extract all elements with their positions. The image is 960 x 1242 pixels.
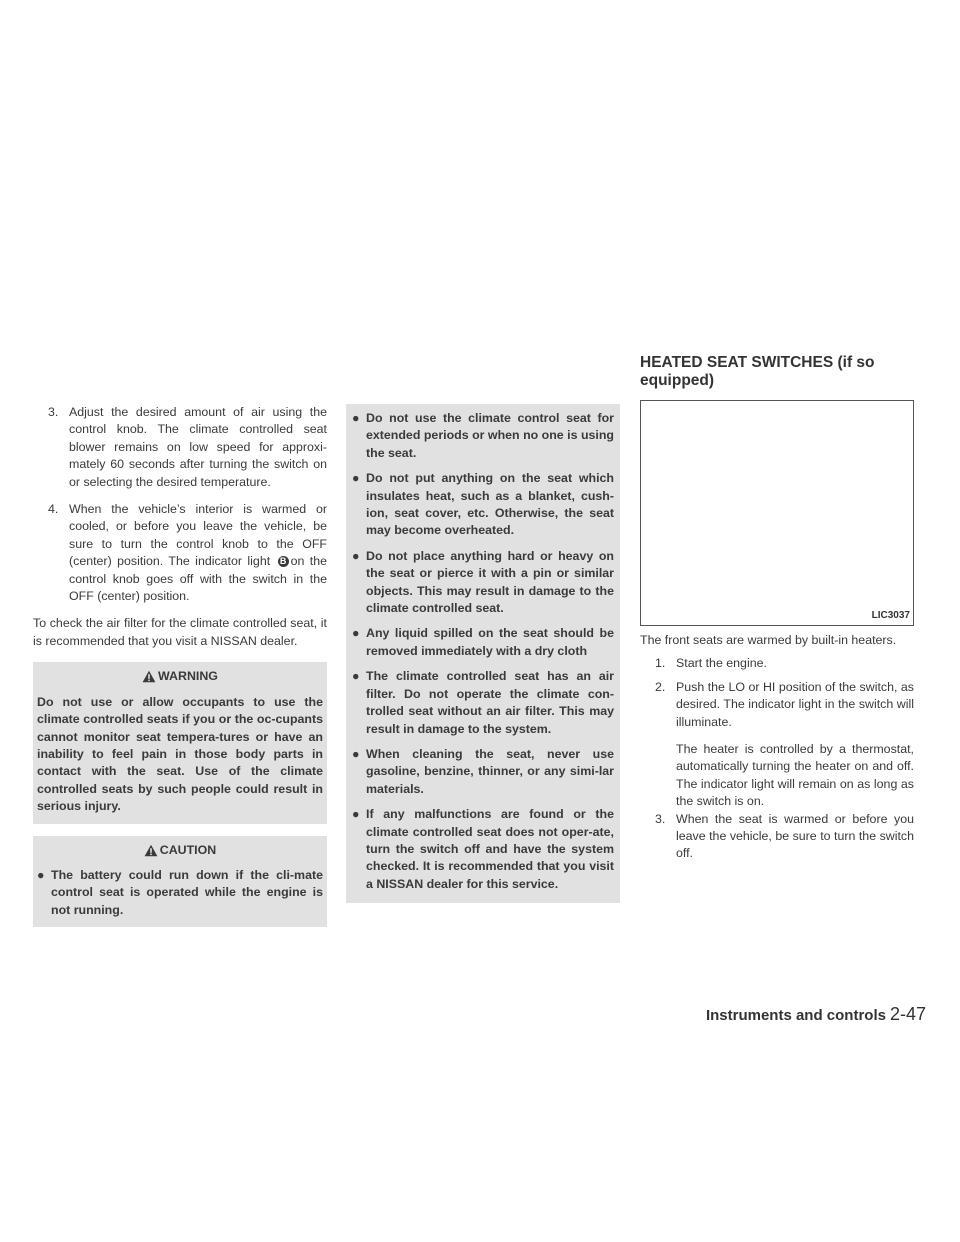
step-3-item bbox=[33, 404, 327, 491]
step-text: When the seat is warmed or before you leave the vehicle, be sure to turn the switch off. bbox=[676, 811, 914, 861]
step-text: Push the LO or HI position of the switch, as desired. The indicator light in the switch will illuminate. bbox=[676, 679, 914, 729]
figure-heated-seat-switch bbox=[640, 400, 914, 626]
step-2-note: The heater is controlled by a thermostat, automatically turning the heater on and off. The indicator light will remain on as long as the switch is on. bbox=[676, 742, 914, 809]
caution-item bbox=[352, 668, 614, 738]
caution-item-text: Do not put anything on the seat which insulates heat, such as a blanket, cush-ion, seat cover, etc. Otherwise, the seat may become overheated. bbox=[366, 471, 614, 538]
caution-title-text: CAUTION bbox=[159, 842, 217, 857]
step-text-part: When the vehicle’s interior is warmed or cooled, or before you leave the vehicle, be sure to turn the control knob to the OFF (center) position. The indicator light bbox=[69, 502, 327, 569]
caution-triangle-icon bbox=[144, 844, 158, 857]
bullet-dot: ● bbox=[352, 471, 360, 486]
caution-item bbox=[352, 746, 614, 798]
step-text-part: on the control knob goes off with the switch in the OFF (center) position. bbox=[69, 554, 327, 604]
caution-continued-box bbox=[346, 404, 620, 903]
warning-triangle-icon bbox=[142, 670, 156, 683]
caution-item bbox=[352, 806, 614, 893]
caution-item-text: Any liquid spilled on the seat should be removed immediately with a dry cloth bbox=[366, 626, 614, 658]
caution-item-text: Do not place anything hard or heavy on the seat or pierce it with a pin or similar objects. This may result in damage to the climate controlled seat. bbox=[366, 548, 614, 616]
bullet-dot: ● bbox=[352, 746, 360, 761]
middle-column bbox=[346, 404, 620, 915]
bullet-dot: ● bbox=[352, 669, 360, 684]
warning-title-text: WARNING bbox=[158, 669, 218, 684]
caution-item-text: Do not use the climate control seat for extended periods or when no one is using the seat. bbox=[366, 411, 614, 460]
caution-item bbox=[352, 548, 614, 618]
step-number: 3. bbox=[655, 811, 666, 826]
step-text: Start the engine. bbox=[676, 656, 767, 671]
step-text: Adjust the desired amount of air using the control knob. The climate controlled seat blower remains on low speed for approxi-mately 60 seconds after turning the switch on or selecting the desired temperature. bbox=[69, 405, 327, 489]
air-filter-paragraph: To check the air filter for the climate controlled seat, it is recommended that you visit a NISSAN dealer. bbox=[33, 616, 327, 648]
bullet-dot: ● bbox=[352, 548, 360, 563]
step-number: 2. bbox=[655, 679, 666, 694]
caution-list-left bbox=[37, 867, 323, 919]
step-text bbox=[69, 501, 327, 605]
heated-step-1 bbox=[640, 655, 914, 672]
caution-title bbox=[37, 842, 323, 859]
caution-item-text: If any malfunctions are found or the climate controlled seat does not oper-ate, turn the switch off and have the system checked. It is recommended that you visit a NISSAN dealer for this service. bbox=[366, 807, 614, 891]
warning-text: Do not use or allow occupants to use the climate controlled seats if you or the oc-cupants cannot monitor seat tempera-tures or have an inability to feel pain in those body parts in contact with the seat. Use of the climate controlled seats by such people could result in serious injury. bbox=[37, 694, 323, 814]
left-column bbox=[33, 404, 327, 939]
caution-box bbox=[33, 836, 327, 928]
page-footer bbox=[706, 1004, 926, 1025]
step-4-item bbox=[33, 501, 327, 605]
caution-item-text: The battery could run down if the cli-mate control seat is operated while the engine is not running. bbox=[51, 867, 323, 917]
bullet-dot: ● bbox=[352, 807, 360, 822]
heated-step-2 bbox=[640, 679, 914, 731]
caution-item bbox=[37, 867, 323, 919]
step-number: 4. bbox=[48, 502, 59, 517]
bullet-dot: ● bbox=[352, 411, 360, 425]
step-number: 3. bbox=[48, 405, 59, 419]
heated-step-3 bbox=[640, 811, 914, 863]
section-title: HEATED SEAT SWITCHES (if so equipped) bbox=[640, 354, 875, 389]
caution-item-text: When cleaning the seat, never use gasoline, benzine, thinner, or any simi-lar materials. bbox=[366, 746, 614, 796]
step-number: 1. bbox=[655, 656, 666, 671]
page-number: 2-47 bbox=[889, 1004, 926, 1024]
right-column bbox=[640, 354, 914, 873]
caution-item-text: The climate controlled seat has an air filter. Do not operate the climate con-trolled seat without an air filter. This may result in damage to the system. bbox=[366, 669, 614, 736]
caution-item bbox=[352, 410, 614, 462]
bullet-dot: ● bbox=[37, 867, 45, 882]
bullet-dot: ● bbox=[352, 626, 360, 641]
caution-item bbox=[352, 625, 614, 660]
warning-title bbox=[37, 668, 323, 685]
indicator-marker-b: B bbox=[278, 556, 289, 567]
intro-paragraph: The front seats are warmed by built-in heaters. bbox=[640, 633, 897, 647]
warning-box bbox=[33, 662, 327, 823]
caution-item bbox=[352, 470, 614, 540]
figure-label: LIC3037 bbox=[871, 609, 910, 621]
footer-section-name: Instruments and controls bbox=[705, 1007, 886, 1024]
